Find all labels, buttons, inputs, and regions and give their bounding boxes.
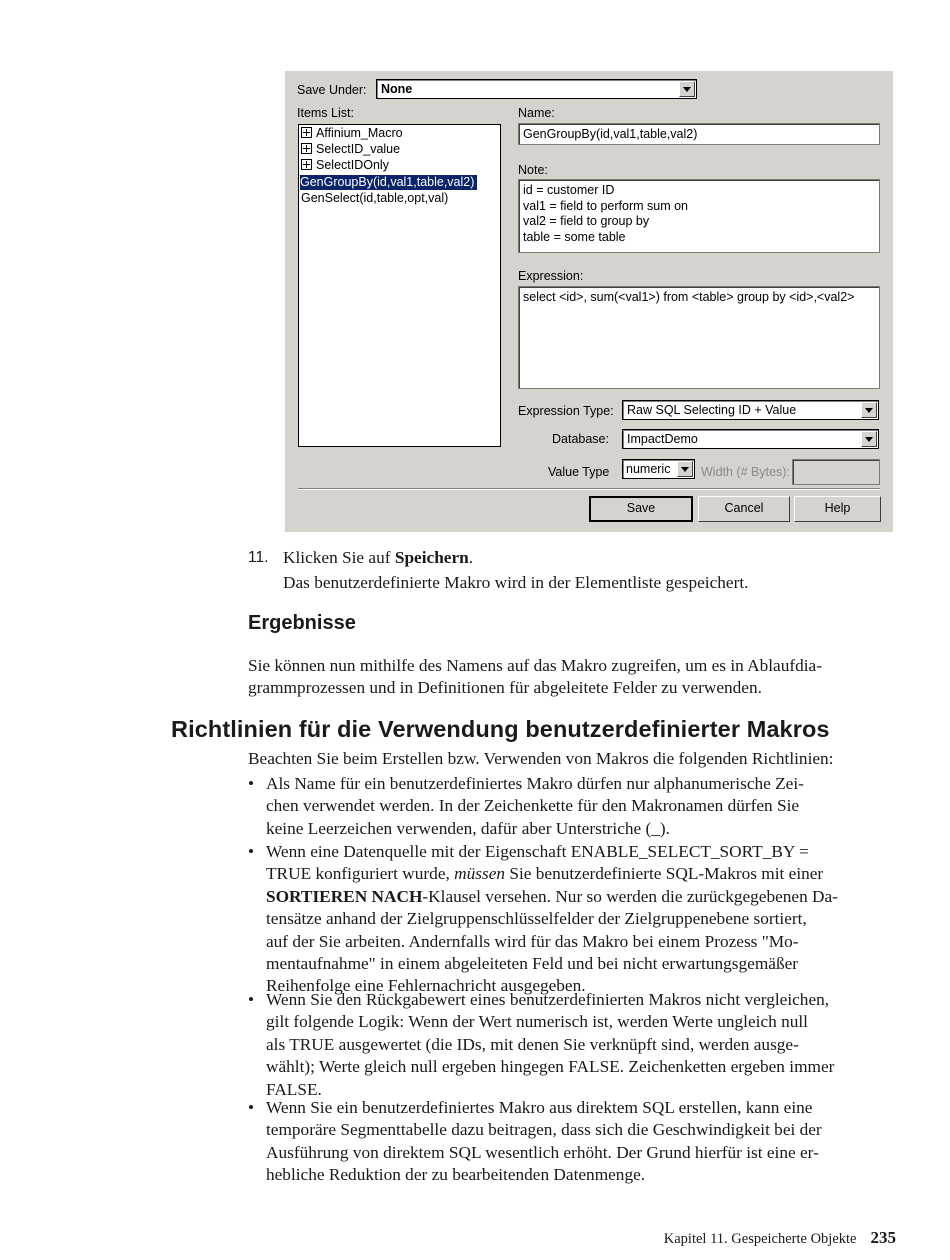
- list-item-label: SelectIDOnly: [316, 158, 389, 172]
- bullet-line: Wenn Sie ein benutzerdefiniertes Makro aus direktem SQL erstellen, kann eine: [266, 1098, 813, 1117]
- note-label: Note:: [518, 163, 548, 177]
- database-label: Database:: [552, 432, 609, 446]
- step-result: Das benutzerdefinierte Makro wird in der Elementliste gespeichert.: [283, 573, 749, 592]
- expand-icon[interactable]: [301, 159, 312, 170]
- bullet-line: Wenn eine Datenquelle mit der Eigenschaft ENABLE_SELECT_SORT_BY =: [266, 842, 809, 861]
- bullet-line: [266, 863, 896, 885]
- chapter-title: Kapitel 11. Gespeicherte Objekte: [663, 1231, 857, 1247]
- bullet-text: [266, 1097, 896, 1187]
- step-suffix: .: [468, 548, 474, 567]
- chevron-down-icon[interactable]: [679, 81, 695, 97]
- note-field[interactable]: [518, 179, 880, 253]
- bullet-dot: •: [248, 1098, 255, 1117]
- section-intro: Beachten Sie beim Erstellen bzw. Verwenden von Makros die folgenden Richtlinien:: [248, 749, 834, 768]
- expand-icon[interactable]: [301, 143, 312, 154]
- help-button[interactable]: Help: [794, 496, 881, 522]
- bullet-dot: •: [248, 774, 255, 793]
- database-select[interactable]: [622, 429, 879, 449]
- expression-value: select <id>, sum(<val1>) from <table> group by <id>,<val2>: [523, 290, 855, 304]
- expression-type-label: Expression Type:: [518, 404, 614, 418]
- value-type-select[interactable]: [622, 459, 695, 479]
- bullet-line: keine Leerzeichen verwenden, dafür aber Unterstriche (_).: [266, 818, 670, 838]
- bullet-line: hebliche Reduktion der zu bearbeitenden Datenmenge.: [266, 1165, 646, 1185]
- bullet-line: gilt folgende Logik: Wenn der Wert numerisch ist, werden Werte ungleich null: [266, 1012, 808, 1032]
- value-type-value: numeric: [626, 462, 671, 476]
- step-instruction: [283, 547, 473, 569]
- expression-label: Expression:: [518, 269, 584, 283]
- results-line-2: grammprozessen und in Definitionen für abgeleitete Felder zu verwenden.: [248, 678, 762, 697]
- macro-dialog-screenshot: [285, 71, 893, 532]
- chevron-down-icon[interactable]: [861, 402, 877, 418]
- list-item[interactable]: [301, 191, 448, 206]
- bullet-text: [266, 773, 896, 840]
- divider: [298, 488, 880, 490]
- expand-icon[interactable]: [301, 127, 312, 138]
- strong: SORTIEREN NACH: [266, 886, 423, 906]
- save-under-label: Save Under:: [297, 83, 367, 97]
- database-value: ImpactDemo: [627, 432, 698, 446]
- bullet-line: chen verwendet werden. In der Zeichenkette für den Makronamen dürfen Sie: [266, 796, 800, 816]
- bullet-line: Wenn Sie den Rückgabewert eines benutzerdefinierten Makros nicht vergleichen,: [266, 990, 830, 1009]
- chevron-down-icon[interactable]: [861, 431, 877, 447]
- expression-type-value: Raw SQL Selecting ID + Value: [627, 403, 797, 417]
- name-value: GenGroupBy(id,val1,table,val2): [523, 127, 698, 141]
- results-heading: Ergebnisse: [248, 612, 356, 634]
- cancel-button[interactable]: Cancel: [698, 496, 790, 522]
- save-under-select[interactable]: [376, 79, 697, 99]
- bullet-line: temporäre Segmenttabelle dazu beitragen, dass sich die Geschwindigkeit bei der: [266, 1120, 822, 1140]
- items-list[interactable]: [298, 124, 501, 447]
- name-field[interactable]: [518, 123, 880, 145]
- save-under-value: None: [381, 82, 413, 96]
- bullet-line: wählt); Werte gleich null ergeben hingegen FALSE. Zeichenketten ergeben immer: [266, 1057, 835, 1077]
- page-footer: [664, 1228, 896, 1248]
- bullet-line: als TRUE ausgewertet (die IDs, mit denen Sie verknüpft sind, werden ausge-: [266, 1034, 799, 1054]
- page-number: 235: [870, 1228, 896, 1247]
- text-run: Sie benutzerdefinierte SQL-Makros mit einer: [505, 864, 824, 884]
- bullet-line: Ausführung von direktem SQL wesentlich erhöht. Der Grund hierfür ist eine er-: [266, 1142, 819, 1162]
- bullet-line: [266, 886, 896, 908]
- bullet-line: Reihenfolge eine Fehlernachricht ausgegeben.: [266, 976, 586, 996]
- bullet-line: Als Name für ein benutzerdefiniertes Makro dürfen nur alphanumerische Zei-: [266, 774, 804, 793]
- name-label: Name:: [518, 106, 555, 120]
- items-list-label: Items List:: [297, 106, 354, 120]
- step-prefix: Klicken Sie auf: [283, 548, 395, 567]
- width-field: [792, 459, 880, 485]
- save-button[interactable]: Save: [589, 496, 693, 522]
- text-run: -Klausel versehen. Nur so werden die zurückgegebenen Da-: [422, 886, 838, 906]
- bullet-text: [266, 989, 896, 1101]
- chevron-down-icon[interactable]: [677, 461, 693, 477]
- expression-type-select[interactable]: [622, 400, 879, 420]
- width-label: Width (# Bytes):: [701, 465, 790, 479]
- step-bold: Speichern: [394, 548, 469, 567]
- value-type-label: Value Type: [548, 465, 610, 479]
- list-item[interactable]: [301, 142, 400, 157]
- bullet-line: mentaufnahme" in einem abgeleiteten Feld und bei nicht erwartungsgemäßer: [266, 954, 799, 974]
- bullet-line: tensätze anhand der Zielgruppenschlüsselfelder der Zielgruppenebene sortiert,: [266, 909, 807, 929]
- list-item[interactable]: [301, 126, 403, 141]
- bullet-text: [266, 841, 896, 998]
- expression-field[interactable]: [518, 286, 880, 389]
- bullet-line: FALSE.: [266, 1079, 322, 1099]
- text-run: TRUE konfiguriert wurde,: [266, 864, 455, 884]
- step-number: 11.: [248, 549, 269, 566]
- list-item-label: GenSelect(id,table,opt,val): [301, 191, 449, 205]
- bullet-dot: •: [248, 842, 255, 861]
- section-heading: Richtlinien für die Verwendung benutzerdefinierter Makros: [171, 716, 830, 742]
- list-item-label: SelectID_value: [316, 142, 401, 156]
- bullet-line: auf der Sie arbeiten. Andernfalls wird für das Makro bei einem Prozess "Mo-: [266, 931, 799, 951]
- results-line-1: Sie können nun mithilfe des Namens auf das Makro zugreifen, um es in Ablaufdia-: [248, 656, 822, 675]
- bullet-dot: •: [248, 990, 255, 1009]
- list-item-selected[interactable]: [300, 175, 477, 190]
- note-value: id = customer ID val1 = field to perform sum on val2 = field to group by table = some table: [523, 183, 689, 244]
- emphasis: müssen: [454, 864, 506, 884]
- list-item[interactable]: [301, 158, 389, 173]
- list-item-label: GenGroupBy(id,val1,table,val2): [300, 175, 475, 189]
- list-item-label: Affinium_Macro: [316, 126, 403, 140]
